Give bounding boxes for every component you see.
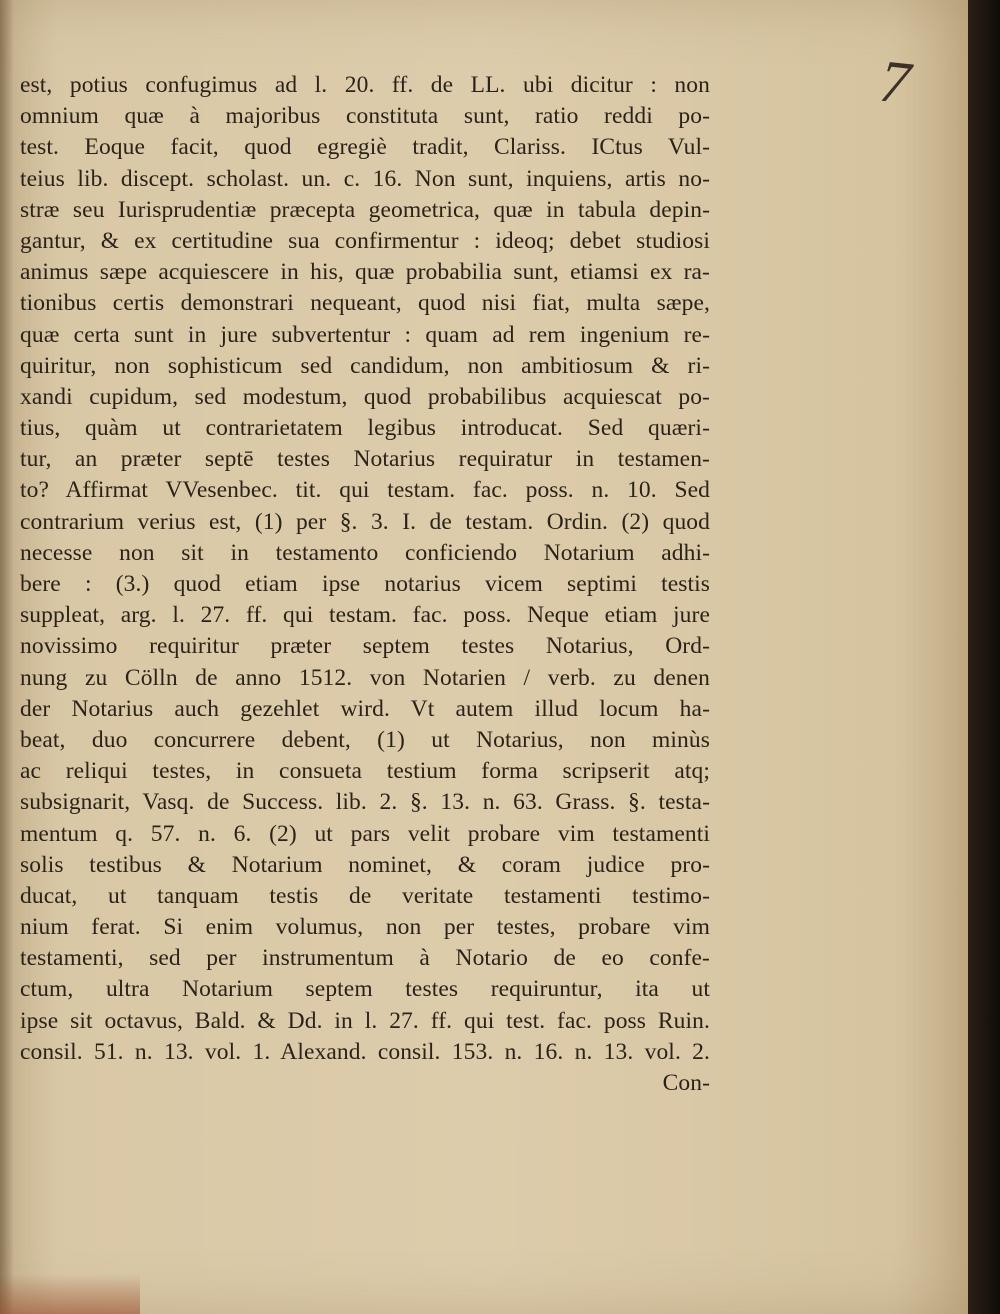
text-line: ducat, ut tanquam testis de veritate testamenti testimo- — [20, 882, 710, 909]
text-line: xandi cupidum, sed modestum, quod probabilibus acquiescat po- — [20, 383, 710, 410]
text-line: ctum, ultra Notarium septem testes requiruntur, ita ut — [20, 976, 710, 1003]
text-line: gantur, & ex certitudine sua confirmentur : ideoq; debet studiosi — [20, 227, 710, 254]
text-line: consil. 51. n. 13. vol. 1. Alexand. consil. 153. n. 16. n. 13. vol. 2. — [20, 1038, 710, 1065]
text-line: to? Affirmat VVesenbec. tit. qui testam. fac. poss. n. 10. Sed — [20, 477, 710, 504]
page-number: 7 — [876, 47, 914, 117]
text-line: testamenti, sed per instrumentum à Notario de eo confe- — [20, 945, 710, 972]
book-edge — [968, 0, 1000, 1314]
body-text — [20, 70, 710, 1099]
text-line: animus sæpe acquiescere in his, quæ probabilia sunt, etiamsi ex ra- — [20, 259, 710, 286]
catchword: Con- — [662, 1070, 710, 1096]
text-line: mentum q. 57. n. 6. (2) ut pars velit probare vim testamenti — [20, 820, 710, 847]
text-line: tionibus certis demonstrari nequeant, quod nisi fiat, multa sæpe, — [20, 290, 710, 317]
text-line: beat, duo concurrere debent, (1) ut Notarius, non minùs — [20, 726, 710, 753]
text-line: test. Eoque facit, quod egregiè tradit, Clariss. ICtus Vul- — [20, 134, 710, 161]
paper-stain — [0, 1274, 140, 1314]
text-line: est, potius confugimus ad l. 20. ff. de LL. ubi dicitur : non — [20, 72, 710, 98]
text-line: contrarium verius est, (1) per §. 3. I. de testam. Ordin. (2) quod — [20, 508, 710, 535]
text-line: tur, an præter septē testes Notarius requiratur in testamen- — [20, 446, 710, 473]
gutter-shadow — [0, 0, 14, 1314]
text-line: quæ certa sunt in jure subvertentur : quam ad rem ingenium re- — [20, 321, 710, 348]
text-line: tius, quàm ut contrarietatem legibus introducat. Sed quæri- — [20, 415, 710, 442]
text-line: ac reliqui testes, in consueta testium forma scripserit atq; — [20, 758, 710, 785]
text-line: nium ferat. Si enim volumus, non per testes, probare vim — [20, 914, 710, 941]
text-line: suppleat, arg. l. 27. ff. qui testam. fac. poss. Neque etiam jure — [20, 602, 710, 629]
text-line: der Notarius auch gezehlet wird. Vt autem illud locum ha- — [20, 695, 710, 722]
text-line: ipse sit octavus, Bald. & Dd. in l. 27. ff. qui test. fac. poss Ruin. — [20, 1007, 710, 1034]
text-line: stræ seu Iurisprudentiæ præcepta geometrica, quæ in tabula depin- — [20, 196, 710, 223]
text-line: nung zu Cölln de anno 1512. von Notarien / verb. zu denen — [20, 664, 710, 691]
text-line: omnium quæ à majoribus constituta sunt, ratio reddi po- — [20, 103, 710, 130]
text-line: solis testibus & Notarium nominet, & coram judice pro- — [20, 851, 710, 878]
text-line: teius lib. discept. scholast. un. c. 16. Non sunt, inquiens, artis no- — [20, 165, 710, 192]
text-line: quiritur, non sophisticum sed candidum, non ambitiosum & ri- — [20, 352, 710, 379]
text-line: necesse non sit in testamento conficiendo Notarium adhi- — [20, 539, 710, 566]
text-line: bere : (3.) quod etiam ipse notarius vicem septimi testis — [20, 571, 710, 597]
text-line: novissimo requiritur præter septem testes Notarius, Ord- — [20, 633, 710, 660]
text-line: subsignarit, Vasq. de Success. lib. 2. §. 13. n. 63. Grass. §. testa- — [20, 789, 710, 816]
